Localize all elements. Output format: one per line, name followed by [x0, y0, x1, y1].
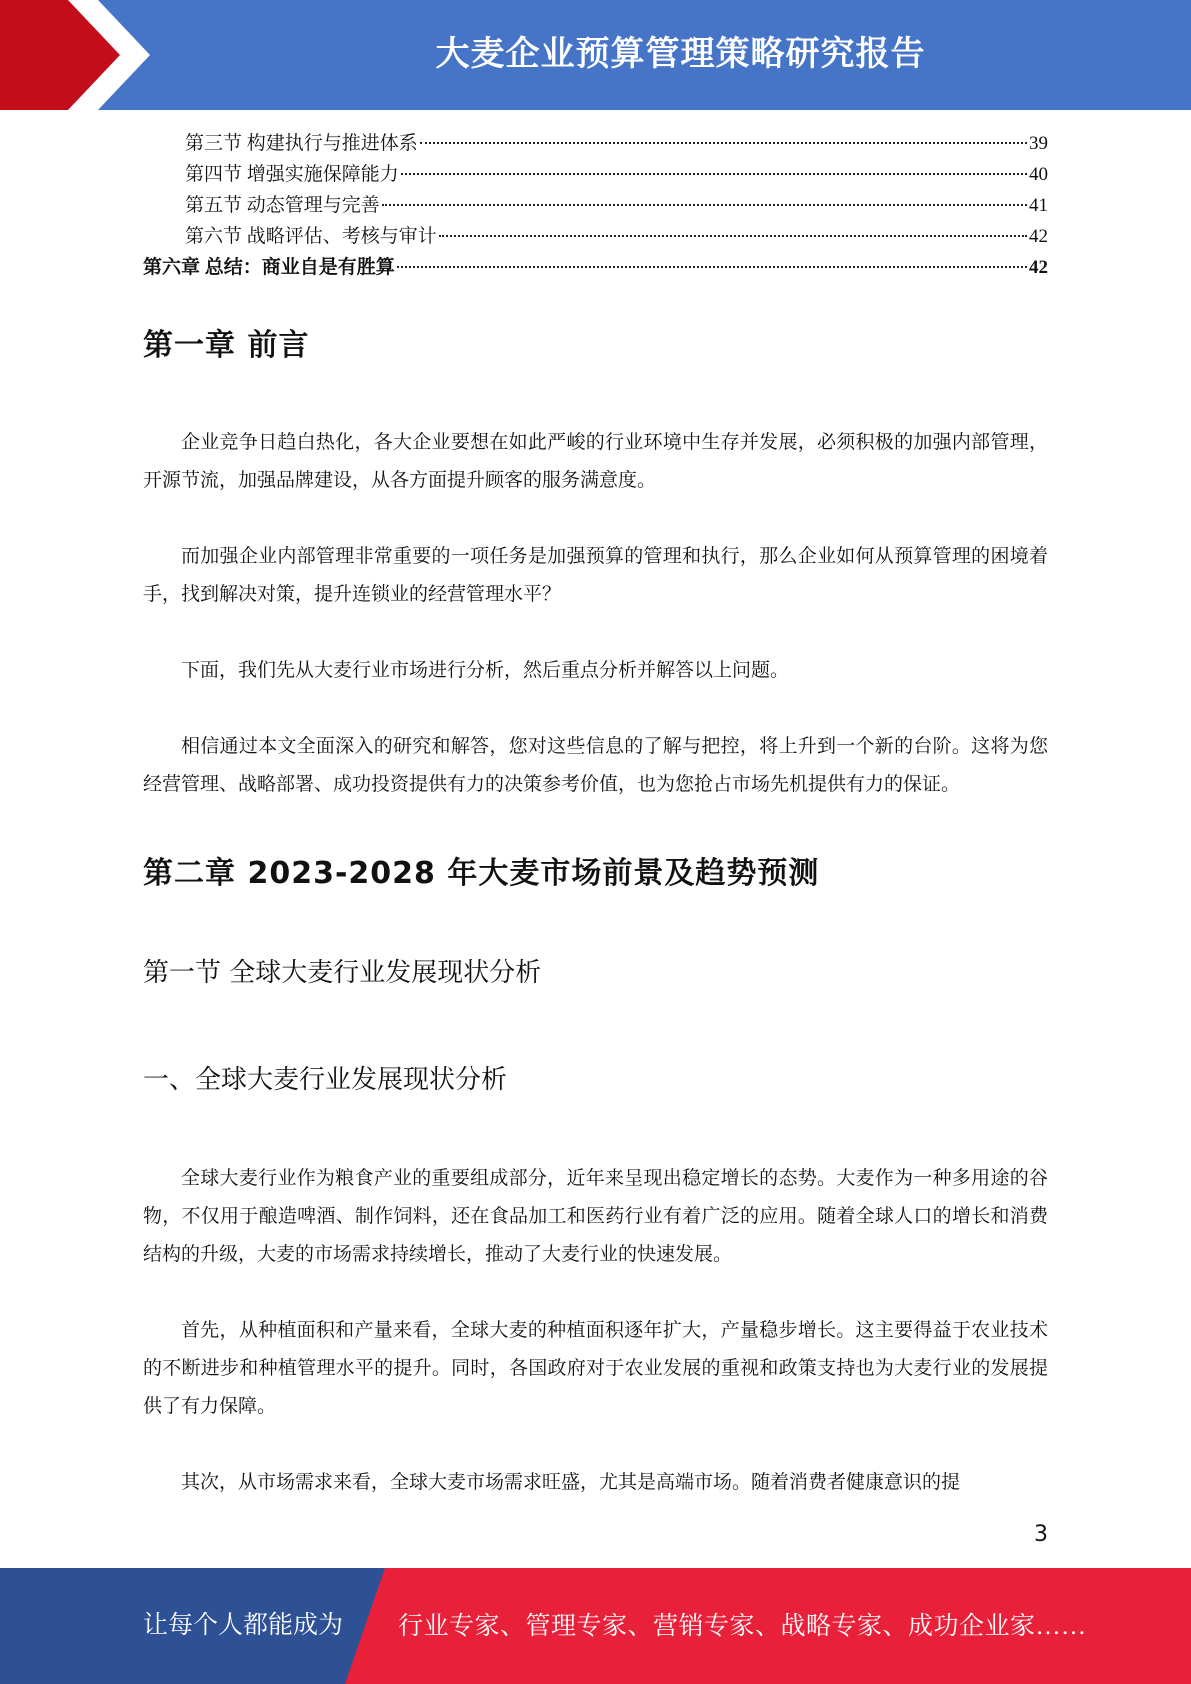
toc-entry-label: 第六章 总结：商业自是有胜算: [143, 257, 395, 278]
footer-slogan-right: 行业专家、管理专家、营销专家、战略专家、成功企业家……: [398, 1613, 1087, 1640]
toc-entry-page: 42: [1029, 226, 1048, 247]
subsection-1-title: 一、全球大麦行业发展现状分析: [143, 1065, 508, 1095]
toc-entry-label: 第六节 战略评估、考核与审计: [185, 226, 437, 247]
section-1-title: 第一节 全球大麦行业发展现状分析: [143, 958, 542, 988]
toc-leader-dots: [382, 204, 1027, 206]
toc-entry-label: 第三节 构建执行与推进体系: [185, 133, 418, 154]
toc-leader-dots: [401, 173, 1027, 175]
toc-chapter-entry[interactable]: [143, 252, 1048, 283]
toc-entry-page: 40: [1029, 164, 1048, 185]
toc-entry[interactable]: [143, 159, 1048, 190]
toc-entry[interactable]: [143, 128, 1048, 159]
paragraph: 而加强企业内部管理非常重要的一项任务是加强预算的管理和执行，那么企业如何从预算管理的困境着手，找到解决对策，提升连锁业的经营管理水平？: [143, 546, 1048, 605]
toc-entry-page: 42: [1029, 257, 1048, 278]
paragraph: 全球大麦行业作为粮食产业的重要组成部分，近年来呈现出稳定增长的态势。大麦作为一种多用途的谷物，不仅用于酿造啤酒、制作饲料，还在食品加工和医药行业有着广泛的应用。随着全球人口的增长和消费结构的升级，大麦的市场需求持续增长，推动了大麦行业的快速发展。: [143, 1168, 1048, 1265]
chapter-1-title: 第一章 前言: [143, 328, 310, 363]
toc-leader-dots: [420, 142, 1027, 144]
toc-entry-page: 41: [1029, 195, 1048, 216]
document-body: [143, 320, 1048, 1502]
toc-leader-dots: [397, 266, 1027, 268]
toc-entry[interactable]: [143, 221, 1048, 252]
report-title: 大麦企业预算管理策略研究报告: [435, 34, 926, 74]
toc-entry[interactable]: [143, 190, 1048, 221]
toc-entry-label: 第五节 动态管理与完善: [185, 195, 380, 216]
footer-slogan-left: 让每个人都能成为: [143, 1612, 344, 1639]
header-banner: [0, 0, 1191, 110]
toc-entry-label: 第四节 增强实施保障能力: [185, 164, 399, 185]
paragraph: 其次，从市场需求来看，全球大麦市场需求旺盛，尤其是高端市场。随着消费者健康意识的提: [181, 1472, 961, 1493]
paragraph: 下面，我们先从大麦行业市场进行分析，然后重点分析并解答以上问题。: [181, 660, 790, 681]
footer-banner: [0, 1568, 1191, 1684]
toc-leader-dots: [439, 235, 1027, 237]
page-number: 3: [1034, 1522, 1048, 1547]
paragraph: 首先，从种植面积和产量来看，全球大麦的种植面积逐年扩大，产量稳步增长。这主要得益于农业技术的不断进步和种植管理水平的提升。同时，各国政府对于农业发展的重视和政策支持也为大麦行业的发展提供了有力保障。: [143, 1320, 1048, 1417]
paragraph: 相信通过本文全面深入的研究和解答，您对这些信息的了解与把控，将上升到一个新的台阶。这将为您经营管理、战略部署、成功投资提供有力的决策参考价值，也为您抢占市场先机提供有力的保证。: [143, 736, 1048, 795]
table-of-contents: [143, 128, 1048, 283]
paragraph: 企业竞争日趋白热化，各大企业要想在如此严峻的行业环境中生存并发展，必须积极的加强内部管理，开源节流，加强品牌建设，从各方面提升顾客的服务满意度。: [143, 432, 1048, 491]
chapter-2-title: 第二章 2023-2028 年大麦市场前景及趋势预测: [143, 856, 820, 891]
toc-entry-page: 39: [1029, 133, 1048, 154]
